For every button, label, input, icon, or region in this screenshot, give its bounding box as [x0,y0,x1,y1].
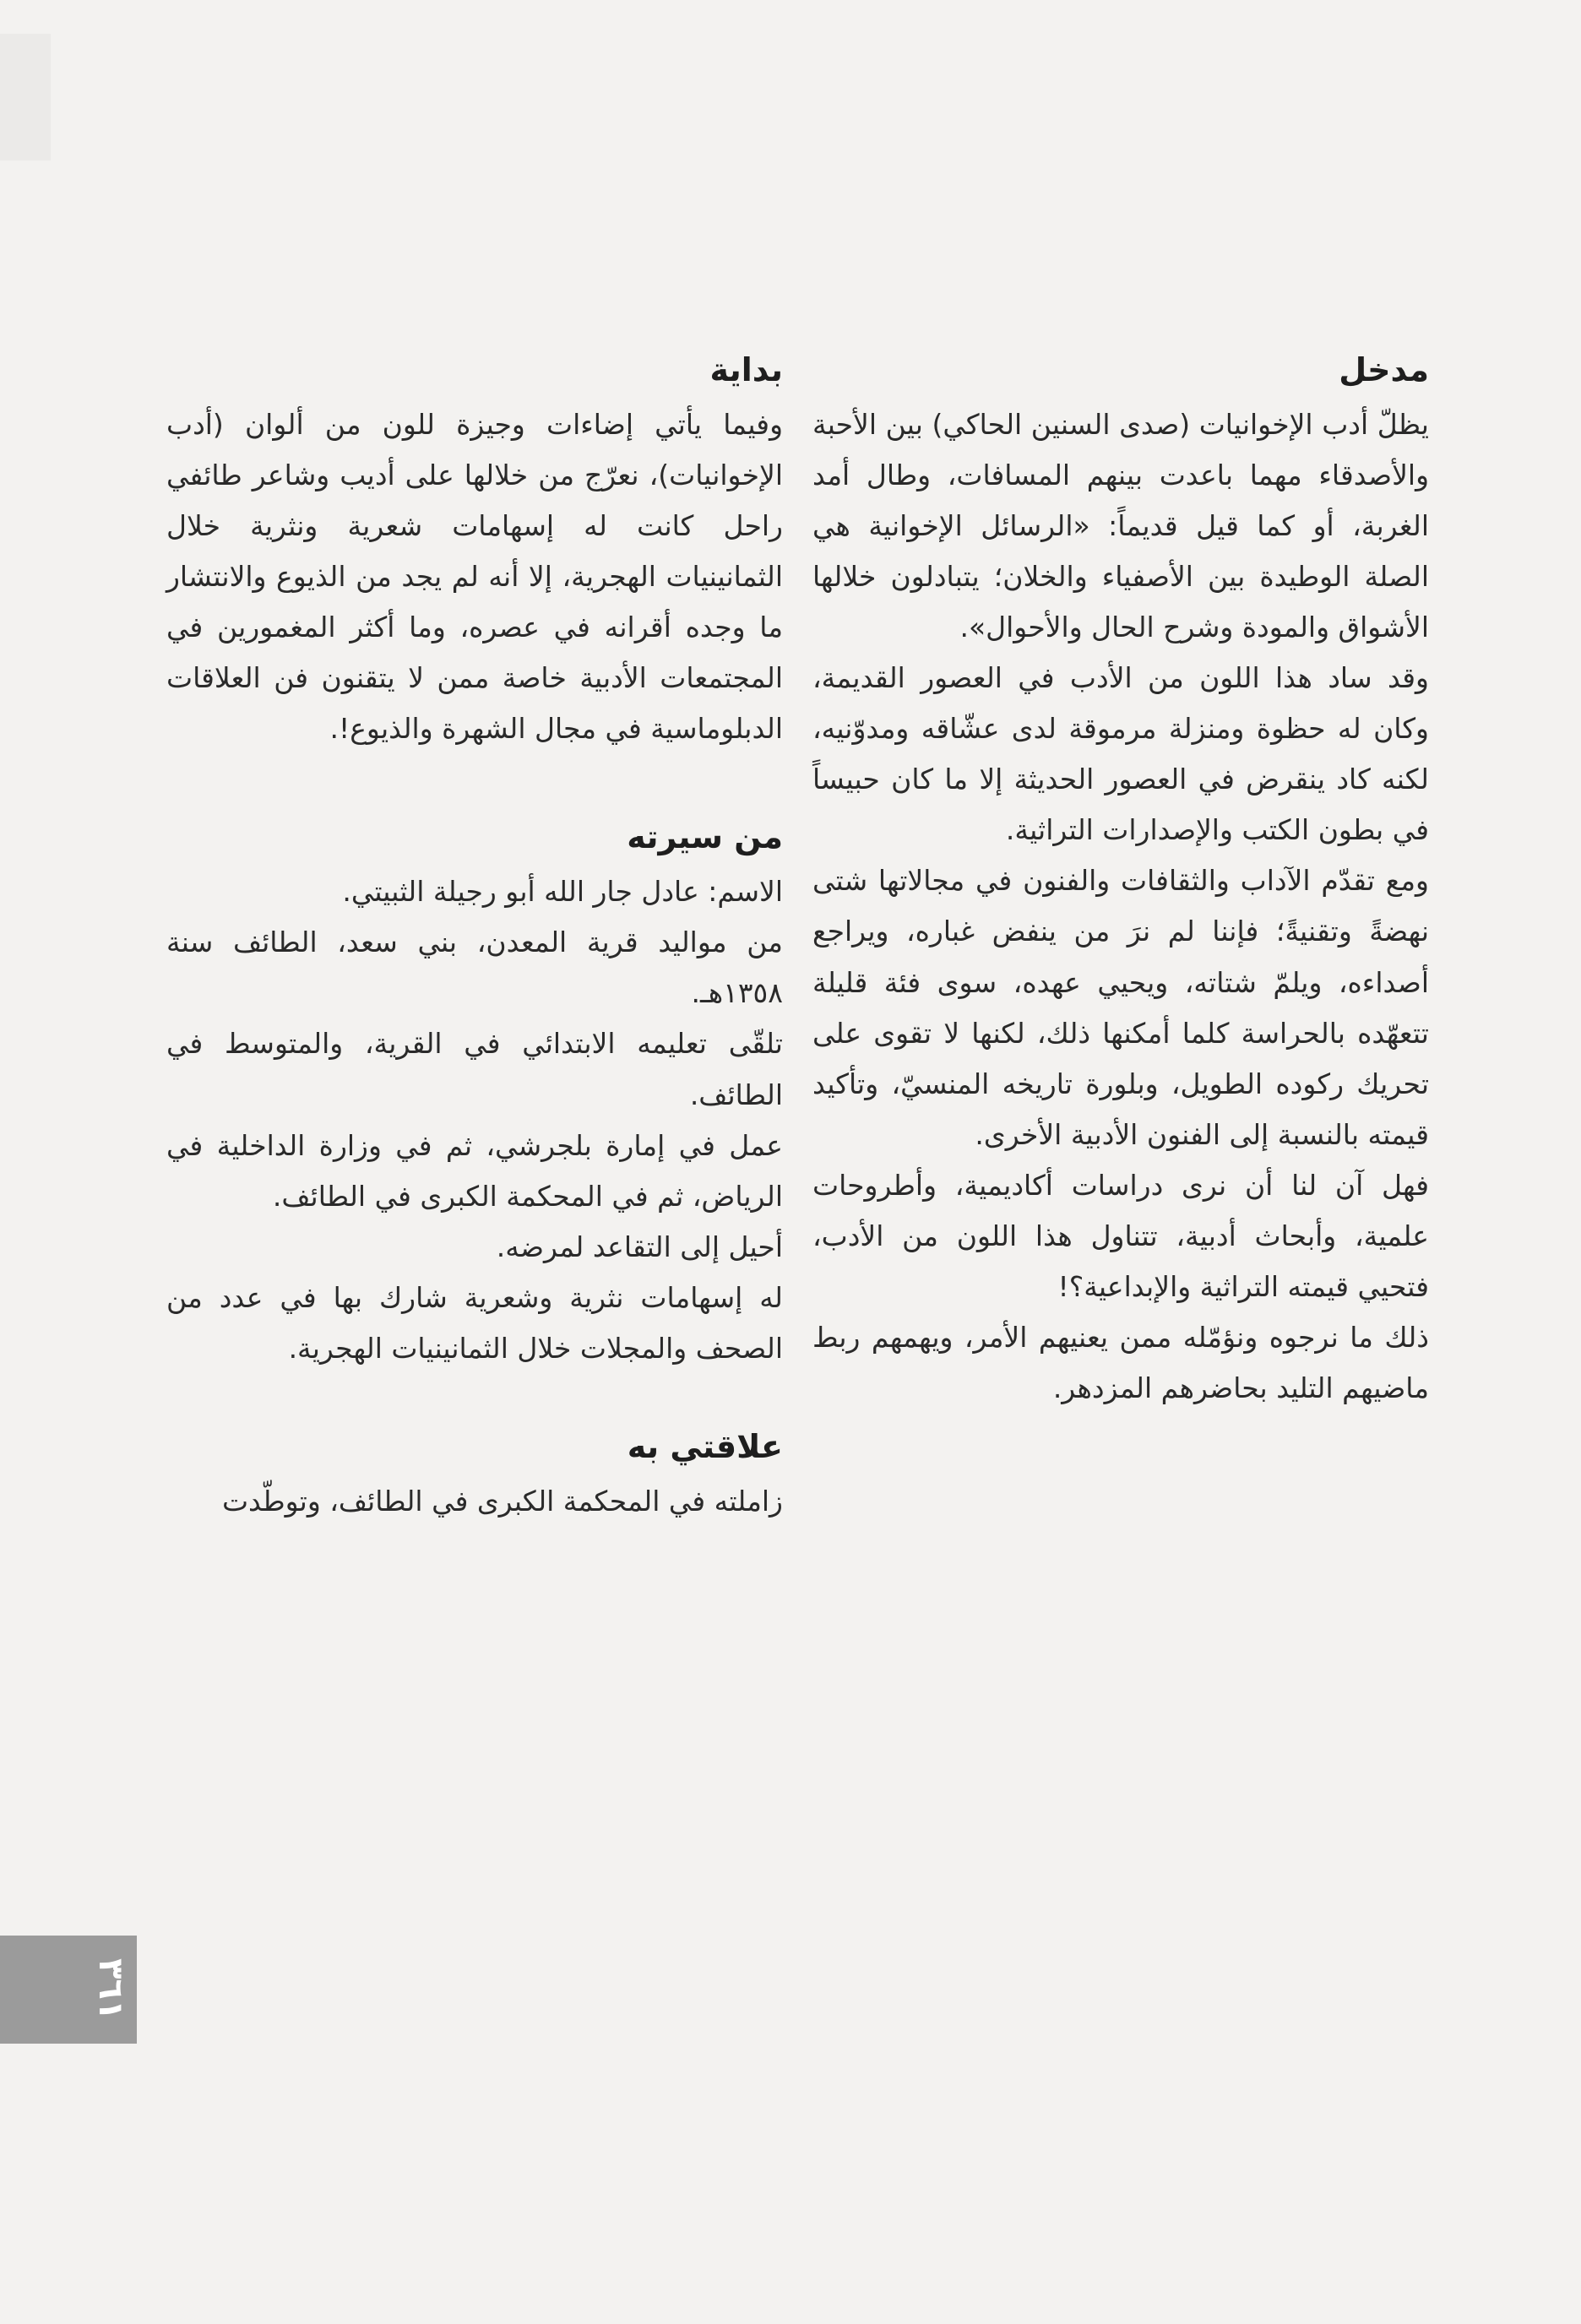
section-gap [166,1374,783,1423]
intro-paragraph-4: فهل آن لنا أن نرى دراسات أكاديمية، وأطروحات علمية، وأبحاث أدبية، تتناول هذا اللون من الأدب، فتحيي قيمته التراثية والإبداعية؟! [812,1168,1429,1303]
intro-paragraph-3: ومع تقدّم الآداب والثقافات والفنون في مجالاتها شتى نهضةً وتقنيةً؛ فإننا لم نرَ من ينفض غباره، ويراجع أصداءه، ويلمّ شتاته، ويحيي عهده، سوى فئة قليلة تتعهّده بالحراسة كلما أمكنها ذلك، لكنها لا تقوى على تحريك ركوده الطويل، وبلورة تاريخه المنسيّ، وتأكيد قيمته بالنسبة إلى الفنون الأدبية الأخرى. [812,864,1429,1151]
section-gap [166,754,783,813]
bio-name: الاسم: عادل جار الله أبو رجيلة الثبيتي. [342,875,783,909]
intro-paragraph-1: يظلّ أدب الإخوانيات (صدى السنين الحاكي) بين الأحبة والأصدقاء مهما باعدت بينهم المسافات، وطال أمد الغربة، أو كما قيل قديماً: «الرسائل الإخوانية هي الصلة الوطيدة بين الأصفياء والخلان؛ يتبادلون خلالها الأشواق والمودة وشرح الحال والأحوال». [812,408,1429,644]
bio-contributions: له إسهامات نثرية وشعرية شارك بها في عدد من الصحف والمجلات خلال الثمانينيات الهجرية. [166,1280,783,1365]
heading-biography: من سيرته [627,818,783,856]
right-column [812,346,1429,1414]
page-number: ٣٦١ [91,1958,130,2021]
heading-relationship: علاقتي به [627,1427,783,1465]
relationship-paragraph: زاملته في المحكمة الكبرى في الطائف، وتوطّدت [221,1484,783,1518]
bio-work: عمل في إمارة بلجرشي، ثم في وزارة الداخلية في الرياض، ثم في المحكمة الكبرى في الطائف. [166,1128,783,1213]
heading-start: بداية [709,351,783,388]
bio-education: تلقّى تعليمه الابتدائي في القرية، والمتوسط في الطائف. [166,1027,783,1111]
bio-birth: من مواليد قرية المعدن، بني سعد، الطائف سنة ١٣٥٨هـ. [166,926,783,1010]
heading-intro: مدخل [1339,351,1429,388]
start-paragraph: وفيما يأتي إضاءات وجيزة للون من ألوان (أدب الإخوانيات)، نعرّج من خلالها على أديب وشاعر طائفي راحل كانت له إسهامات شعرية ونثرية خلال الثمانينيات الهجرية، إلا أنه لم يجد من الذيوع والانتشار ما وجده أقرانه في عصره، وما أكثر المغمورين في المجتمعات الأدبية خاصة ممن لا يتقنون فن العلاقات الدبلوماسية في مجال الشهرة والذيوع!. [166,408,783,746]
intro-paragraph-5: ذلك ما نرجوه ونؤمّله ممن يعنيهم الأمر، ويهمهم ربط ماضيهم التليد بحاضرهم المزدهر. [812,1320,1429,1404]
bio-retirement: أحيل إلى التقاعد لمرضه. [496,1230,783,1263]
scan-shadow [0,34,51,160]
left-column [166,346,783,1527]
intro-paragraph-2: وقد ساد هذا اللون من الأدب في العصور القديمة، وكان له حظوة ومنزلة مرموقة لدى عشّاقه ومدوّنيه، لكنه كاد ينقرض في العصور الحديثة إلا ما كان حبيساً في بطون الكتب والإصدارات التراثية. [812,661,1429,847]
